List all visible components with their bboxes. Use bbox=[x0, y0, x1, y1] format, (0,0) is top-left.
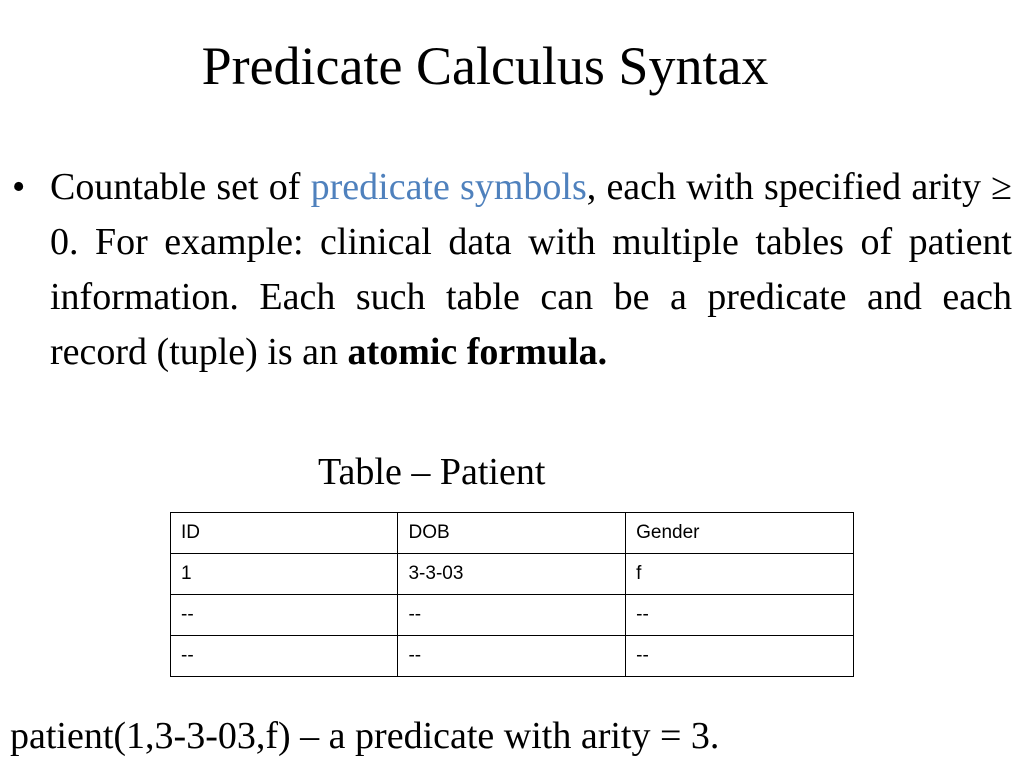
atomic-formula-text: atomic formula. bbox=[347, 331, 608, 373]
patient-table bbox=[170, 512, 854, 677]
footer-statement: patient(1,3-3-03,f) – a predicate with arity = 3. bbox=[10, 715, 720, 757]
header-cell-gender: Gender bbox=[626, 513, 854, 554]
bullet-text-body: , each with specified arity ≥ 0. For example: clinical data with multiple tables of patient information. Each such table can be a predicate and each record (tuple) is an bbox=[50, 166, 1012, 373]
table-cell: -- bbox=[626, 595, 854, 636]
table-row bbox=[171, 595, 854, 636]
bullet-text-intro: Countable set of bbox=[50, 166, 311, 208]
table-cell: 1 bbox=[171, 554, 398, 595]
header-cell-id: ID bbox=[171, 513, 398, 554]
predicate-symbols-link[interactable]: predicate symbols bbox=[310, 166, 587, 208]
table-caption: Table – Patient bbox=[318, 451, 546, 493]
header-cell-dob: DOB bbox=[398, 513, 626, 554]
table-cell: f bbox=[626, 554, 854, 595]
table-row bbox=[171, 636, 854, 677]
table-row bbox=[171, 554, 854, 595]
table-cell: 3-3-03 bbox=[398, 554, 626, 595]
table-cell: -- bbox=[171, 636, 398, 677]
slide-title: Predicate Calculus Syntax bbox=[201, 36, 769, 96]
table-cell: -- bbox=[398, 636, 626, 677]
table-header-row bbox=[171, 513, 854, 554]
table-cell: -- bbox=[626, 636, 854, 677]
table-cell: -- bbox=[398, 595, 626, 636]
bullet-marker: • bbox=[12, 166, 26, 208]
bullet-point bbox=[12, 160, 1012, 380]
bullet-text bbox=[50, 160, 1012, 380]
table-cell: -- bbox=[171, 595, 398, 636]
